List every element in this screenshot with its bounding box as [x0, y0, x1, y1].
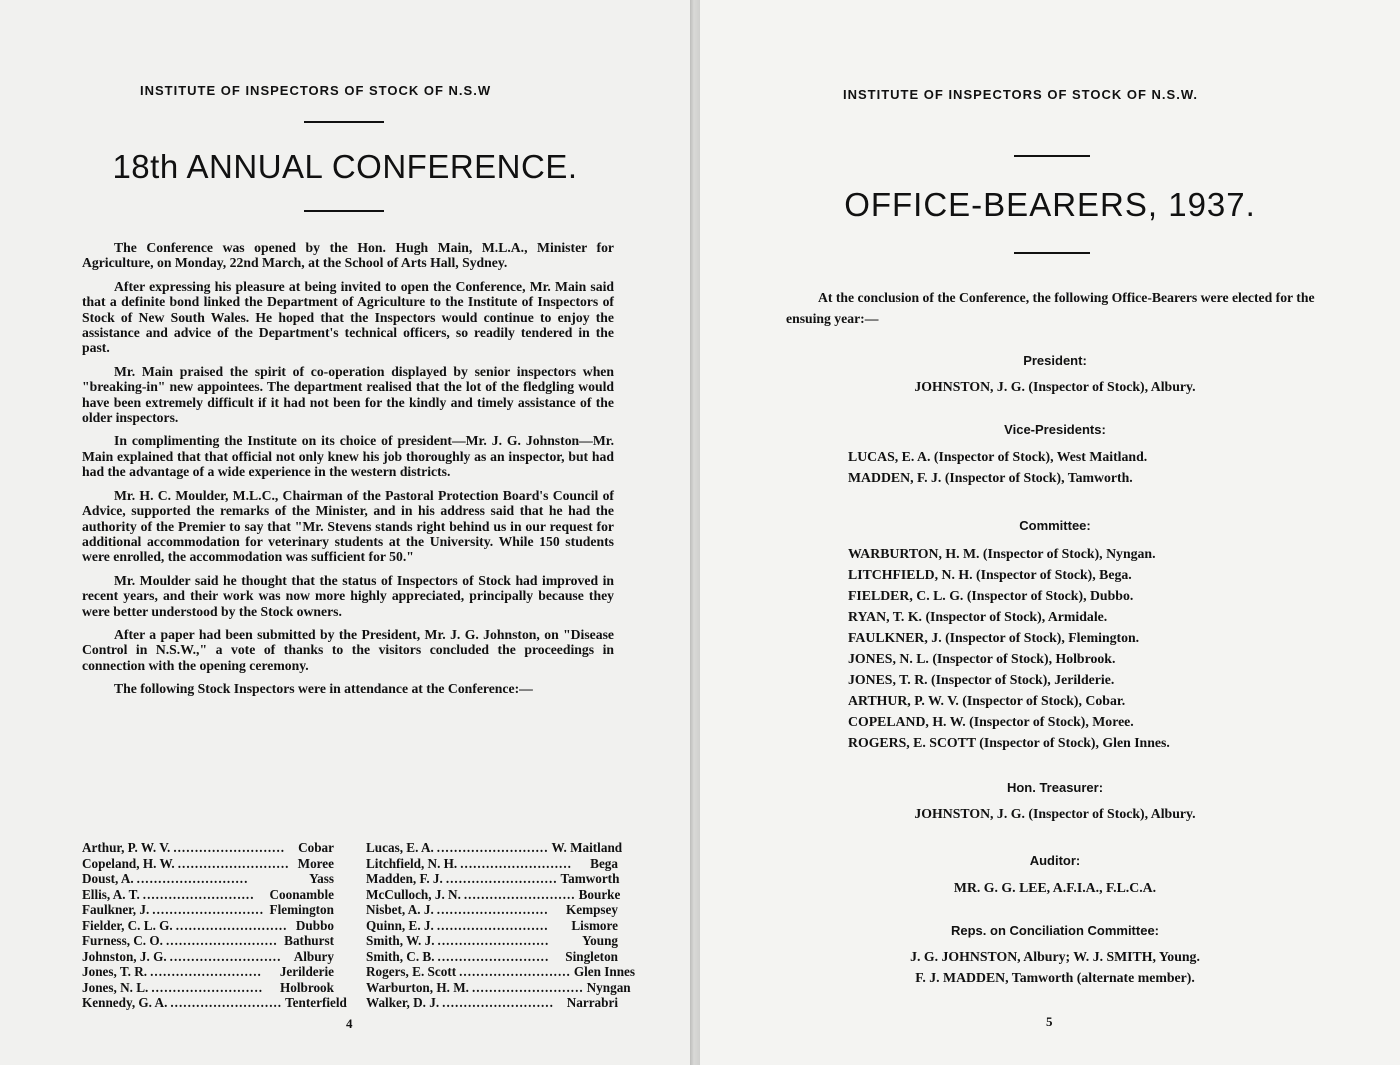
attendee-row: Lucas, E. A. .......................... W. Maitland: [366, 840, 623, 855]
title-divider: [1014, 252, 1090, 254]
attendee-row: Nisbet, A. J. .......................... Kempsey: [366, 902, 618, 917]
left-page-header: INSTITUTE OF INSPECTORS OF STOCK OF N.S.W: [140, 83, 492, 98]
attendees-column-1: [82, 840, 347, 1011]
attendee-row: Rogers, E. Scott .......................... Glen Innes: [366, 964, 636, 979]
attendee-row: Litchfield, N. H. .......................... Bega: [366, 855, 618, 871]
attendee-row: Fielder, C. L. G. .......................... Dubbo: [82, 917, 334, 933]
auditor-entry: MR. G. G. LEE, A.F.I.A., F.L.C.A.: [953, 880, 1157, 895]
page-title: 18th ANNUAL CONFERENCE.: [112, 148, 578, 185]
attendee-row: Madden, F. J. .......................... Tamworth: [366, 871, 620, 886]
vice-president-entry: MADDEN, F. J. (Inspector of Stock), Tamworth.: [848, 470, 1133, 485]
header-divider: [304, 121, 384, 123]
attendee-row: Johnston, J. G. .......................... Albury: [82, 948, 334, 964]
paragraph: After a paper had been submitted by the President, Mr. J. G. Johnston, on "Disease Control in N.S.W.," a vote of thanks to the visitors concluded the proceedings in connection with the opening ceremony.: [82, 626, 614, 673]
paragraph: The following Stock Inspectors were in attendance at the Conference:—: [114, 681, 533, 697]
reps-heading: Reps. on Conciliation Committee:: [950, 923, 1159, 938]
vice-presidents-list: [848, 446, 1147, 488]
attendee-row: Ellis, A. T. .......................... Coonamble: [82, 886, 334, 902]
attendee-row: Doust, A. .......................... Yass: [82, 871, 334, 886]
attendees-column-2: [366, 840, 636, 1011]
committee-list: [848, 543, 1170, 753]
treasurer-heading: Hon. Treasurer:: [1006, 780, 1104, 795]
committee-entry: RYAN, T. K. (Inspector of Stock), Armidale.: [848, 609, 1108, 624]
paragraph: After expressing his pleasure at being invited to open the Conference, Mr. Main said that a definite bond linked the Department of Agriculture to the Institute of Inspectors of Stock of New South Wales. He hoped that the Inspectors would continue to enjoy the assistance and advice of the Department's technical officers, so readily tendered in the past.: [82, 278, 614, 356]
vice-presidents-heading: Vice-Presidents:: [1004, 422, 1106, 437]
vice-president-entry: LUCAS, E. A. (Inspector of Stock), West Maitland.: [848, 449, 1148, 464]
title-divider: [304, 210, 384, 212]
paragraph: In complimenting the Institute on its choice of president—Mr. J. G. Johnston—Mr. Main explained that that official not only knew his job thoroughly as an inspector, but had had the advantage of a wide experience in the western districts.: [82, 433, 614, 480]
book-gutter: [690, 0, 700, 1065]
committee-entry: JONES, T. R. (Inspector of Stock), Jerilderie.: [848, 672, 1115, 687]
reps-entry: J. G. JOHNSTON, Albury; W. J. SMITH, Young.: [910, 949, 1200, 964]
attendee-row: Arthur, P. W. V. .......................... Cobar: [82, 840, 334, 855]
committee-entry: JONES, N. L. (Inspector of Stock), Holbrook.: [848, 651, 1116, 666]
treasurer-entry: JOHNSTON, J. G. (Inspector of Stock), Albury.: [914, 806, 1196, 821]
paragraph: The Conference was opened by the Hon. Hugh Main, M.L.A., Minister for Agriculture, on Monday, 22nd March, at the School of Arts Hall, Sydney.: [82, 240, 614, 271]
attendee-row: Smith, W. J. .......................... Young: [366, 933, 618, 948]
committee-heading: Committee:: [1019, 518, 1091, 533]
attendee-row: Kennedy, G. A. .......................... Tenterfield: [82, 995, 347, 1010]
reps-entry: F. J. MADDEN, Tamworth (alternate member).: [915, 970, 1195, 985]
president-entry: JOHNSTON, J. G. (Inspector of Stock), Albury.: [914, 379, 1196, 394]
attendee-row: Smith, C. B. .......................... Singleton: [366, 948, 618, 964]
president-heading: President:: [1023, 353, 1087, 368]
attendee-row: Jones, T. R. .......................... Jerilderie: [82, 964, 334, 979]
attendee-row: Copeland, H. W. .......................... Moree: [82, 855, 334, 871]
committee-entry: COPELAND, H. W. (Inspector of Stock), Moree.: [848, 714, 1134, 729]
committee-entry: ROGERS, E. SCOTT (Inspector of Stock), Glen Innes.: [848, 735, 1170, 750]
paragraph: Mr. Main praised the spirit of co-operation displayed by senior inspectors when "breaking-in" new appointees. The department realised that the lot of the fledgling would have been extremely difficult if it had not been for the kindly and timely assistance of the older inspectors.: [82, 363, 614, 426]
header-divider: [1014, 155, 1090, 157]
committee-entry: LITCHFIELD, N. H. (Inspector of Stock), Bega.: [848, 567, 1132, 582]
committee-entry: FIELDER, C. L. G. (Inspector of Stock), Dubbo.: [848, 588, 1134, 603]
committee-entry: ARTHUR, P. W. V. (Inspector of Stock), Cobar.: [848, 693, 1126, 708]
paragraph: Mr. H. C. Moulder, M.L.C., Chairman of the Pastoral Protection Board's Council of Advice, supported the remarks of the Minister, and in his address said that he had the authority of the Premier to say that "Mr. Stevens stands right behind us in our request for additional accommodation for veterinary students at the University. While 150 students were enrolled, the accommodation was sufficient for 50.": [82, 487, 614, 565]
attendee-row: Faulkner, J. .......................... Flemington: [82, 902, 334, 917]
auditor-heading: Auditor:: [1029, 853, 1081, 868]
attendee-row: Furness, C. O. .......................... Bathurst: [82, 933, 334, 948]
page-number-left: 4: [346, 1016, 353, 1031]
right-page-header: INSTITUTE OF INSPECTORS OF STOCK OF N.S.W.: [843, 87, 1198, 102]
attendee-row: Walker, D. J. .......................... Narrabri: [366, 995, 618, 1010]
page-number-right: 5: [1046, 1014, 1053, 1029]
committee-entry: FAULKNER, J. (Inspector of Stock), Flemington.: [848, 630, 1140, 645]
paragraph: Mr. Moulder said he thought that the status of Inspectors of Stock had improved in recent years, and their work was now more highly appreciated, principally because they were better understood by the Stock owners.: [82, 572, 614, 619]
attendee-row: Jones, N. L. .......................... Holbrook: [82, 979, 334, 995]
intro-paragraph: At the conclusion of the Conference, the following Office-Bearers were elected for the ensuing year:—: [786, 290, 1315, 326]
attendee-row: McCulloch, J. N. .......................... Bourke: [366, 886, 621, 902]
committee-entry: WARBURTON, H. M. (Inspector of Stock), Nyngan.: [848, 546, 1156, 561]
attendee-row: Quinn, E. J. .......................... Lismore: [366, 917, 618, 933]
attendee-row: Warburton, H. M. .......................... Nyngan: [366, 979, 631, 995]
page-title: OFFICE-BEARERS, 1937.: [844, 186, 1256, 223]
conference-report: [82, 240, 614, 705]
reps-list: [760, 946, 1350, 988]
